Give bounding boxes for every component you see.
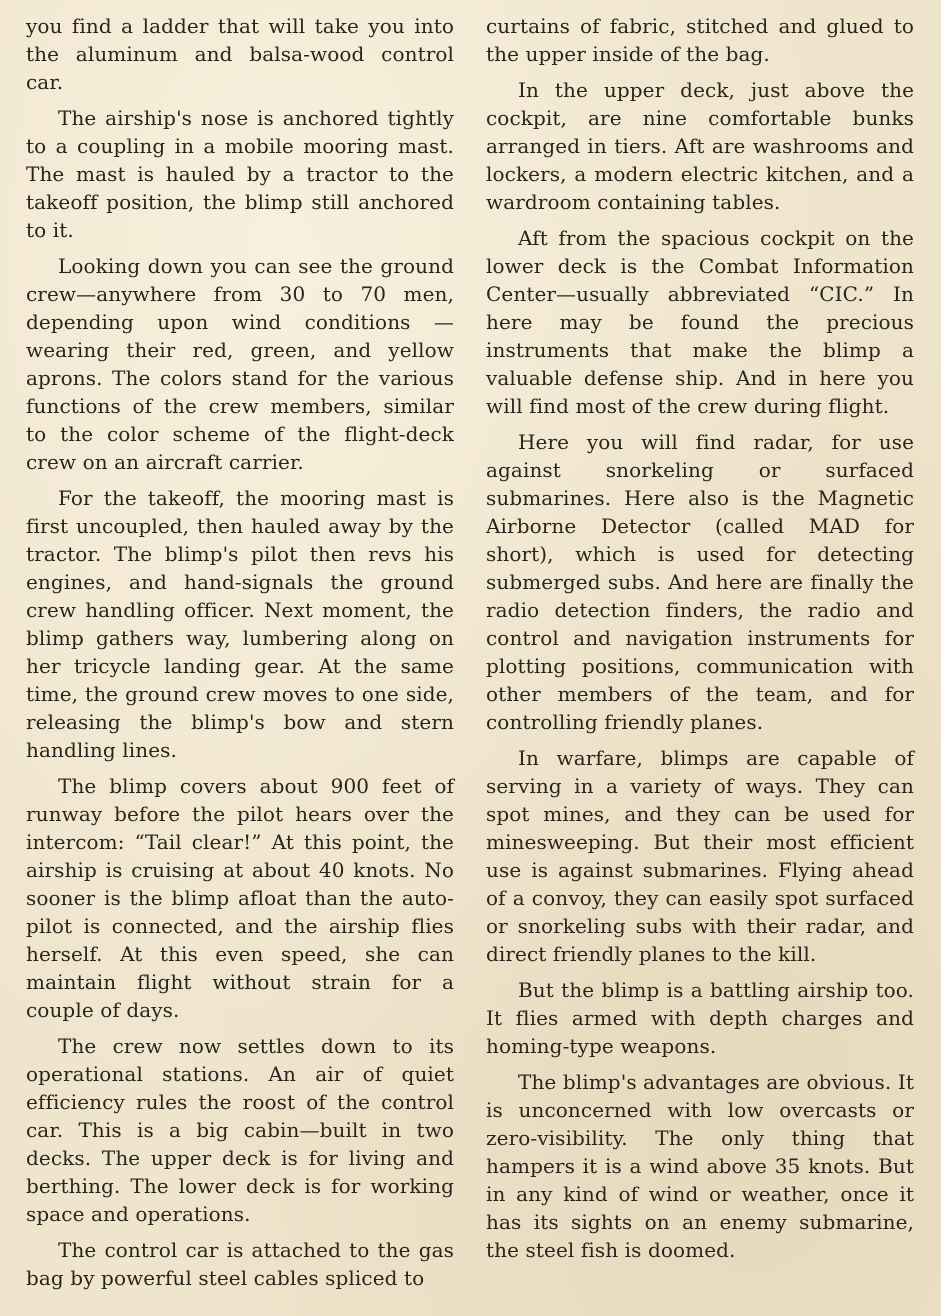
paragraph: But the blimp is a battling airship too. It flies armed with depth charges and homing-type weapons. <box>486 978 914 1058</box>
paragraph: Looking down you can see the ground crew—anywhere from 30 to 70 men, depending upon wind conditions —wearing their red, green, and yellow aprons. The colors stand for the various functions of the crew members, similar to the color scheme of the flight-deck crew on an aircraft carrier. <box>26 254 454 474</box>
paragraph: In the upper deck, just above the cockpit, are nine comfortable bunks arranged in tiers. Aft are washrooms and lockers, a modern electric kitchen, and a wardroom containing tables. <box>486 78 914 214</box>
paragraph: The blimp's advantages are obvious. It is unconcerned with low overcasts or zero-visibility. The only thing that hampers it is a wind above 35 knots. But in any kind of wind or weather, once it has its sights on an enemy submarine, the steel fish is doomed. <box>486 1070 914 1262</box>
paragraph: Here you will find radar, for use against snorkeling or surfaced submarines. Here also is the Magnetic Airborne Detector (called MAD for short), which is used for detecting submerged subs. And here are finally the radio detection finders, the radio and control and navigation instruments for plotting positions, communication with other members of the team, and for controlling friendly planes. <box>486 430 914 734</box>
paragraph: Aft from the spacious cockpit on the lower deck is the Combat Information Center—usually abbreviated “CIC.” In here may be found the precious instruments that make the blimp a valuable defense ship. And in here you will find most of the crew during flight. <box>486 226 914 418</box>
paragraph: you find a ladder that will take you into the aluminum and balsa-wood control car. <box>26 14 454 94</box>
right-column <box>486 12 914 1272</box>
paragraph: The airship's nose is anchored tightly to a coupling in a mobile mooring mast. The mast is hauled by a tractor to the takeoff position, the blimp still anchored to it. <box>26 106 454 242</box>
paragraph: In warfare, blimps are capable of serving in a variety of ways. They can spot mines, and they can be used for minesweeping. But their most efficient use is against submarines. Flying ahead of a convoy, they can easily spot surfaced or snorkeling subs with their radar, and direct friendly planes to the kill. <box>486 746 914 966</box>
left-column <box>26 12 454 1300</box>
paragraph: For the takeoff, the mooring mast is first uncoupled, then hauled away by the tractor. The blimp's pilot then revs his engines, and hand-signals the ground crew handling officer. Next moment, the blimp gathers way, lumbering along on her tricycle landing gear. At the same time, the ground crew moves to one side, releasing the blimp's bow and stern handling lines. <box>26 486 454 762</box>
paragraph: The control car is attached to the gas bag by powerful steel cables spliced to <box>26 1238 454 1290</box>
paragraph: The crew now settles down to its operational stations. An air of quiet efficiency rules the roost of the control car. This is a big cabin—built in two decks. The upper deck is for living and berthing. The lower deck is for working space and operations. <box>26 1034 454 1226</box>
paragraph: curtains of fabric, stitched and glued to the upper inside of the bag. <box>486 14 914 66</box>
paragraph: The blimp covers about 900 feet of runway before the pilot hears over the intercom: “Tail clear!” At this point, the airship is cruising at about 40 knots. No sooner is the blimp afloat than the auto-pilot is connected, and the airship flies herself. At this even speed, she can maintain flight without strain for a couple of days. <box>26 774 454 1022</box>
